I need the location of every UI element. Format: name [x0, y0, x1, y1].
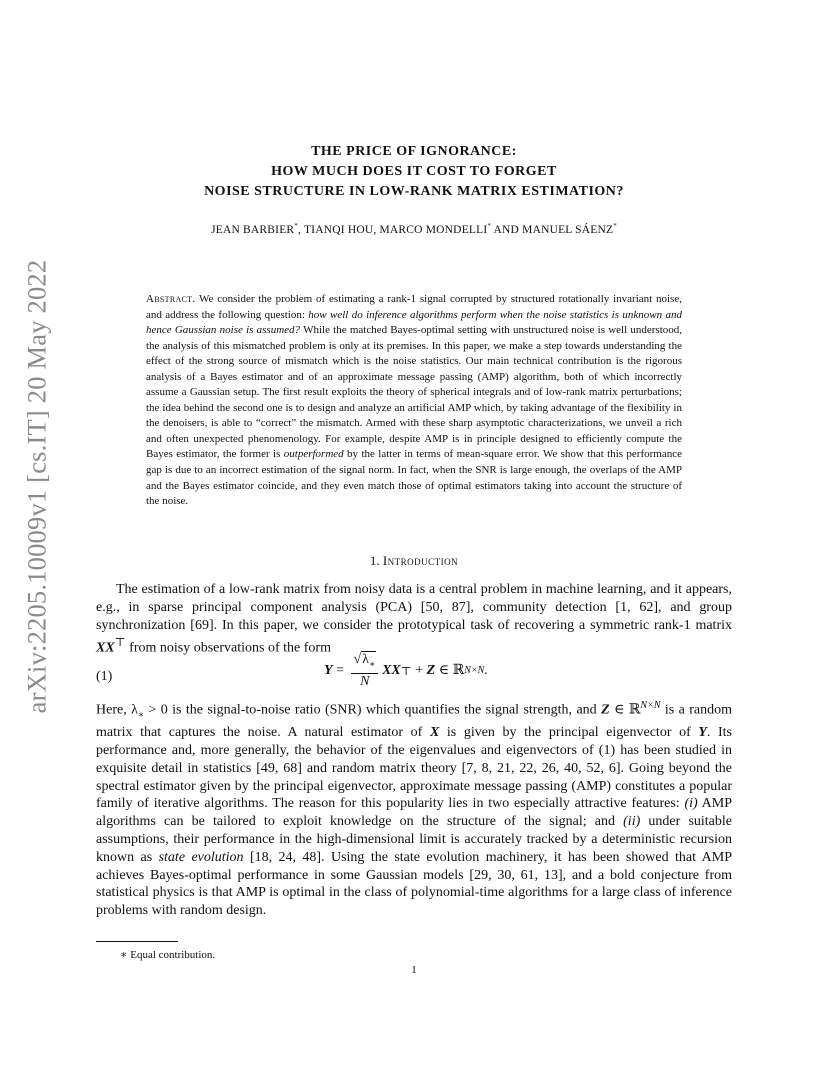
transpose-symbol: ⊤ — [114, 636, 126, 650]
footnote — [120, 948, 215, 961]
equal-contribution-mark: * — [613, 222, 617, 230]
paragraph-text: Here, λ — [96, 702, 138, 718]
abstract-text: by the latter in terms of mean-square error. We show that this performance gap is due to an incorrect estimation of the signal norm. In fact, when the SNR is large enough, the overlaps of the AMP and the Bayes estimator coincide, and they even match those of optimal estimators taking into account the structure of the noise. — [146, 448, 682, 508]
dimension-superscript: N×N — [640, 700, 661, 711]
arxiv-identifier-text: arXiv:2205.10009v1 [cs.IT] 20 May 2022 — [21, 259, 52, 713]
equation-equals: = — [332, 662, 348, 678]
equation-lhs: Y — [324, 662, 333, 678]
title-line-2: HOW MUCH DOES IT COST TO FORGET — [271, 164, 557, 179]
emphasis-text: state evolution — [158, 849, 244, 865]
paper-title — [0, 142, 828, 202]
snr-subscript: ∗ — [137, 709, 145, 720]
radicand: λ — [362, 652, 369, 667]
paragraph-text: from noisy observations of the form — [125, 641, 331, 657]
math-symbol: XX — [96, 641, 115, 657]
radicand-subscript: ∗ — [368, 658, 376, 669]
footnote-divider — [96, 941, 178, 942]
author-separator: AND — [491, 223, 523, 236]
equal-contribution-mark: * — [487, 222, 492, 230]
intro-paragraph-1 — [96, 581, 732, 658]
equation-in: ∈ ℝ — [435, 663, 465, 679]
section-title: Introduction — [382, 553, 459, 568]
title-line-1: THE PRICE OF IGNORANCE: — [311, 144, 517, 159]
emphasis-text: (i) — [684, 796, 698, 812]
page-number: 1 — [411, 964, 417, 976]
equation-noise: Z — [426, 662, 436, 678]
paragraph-text: is given by the principal eigenvector of — [439, 725, 699, 741]
math-symbol: Y — [698, 725, 707, 741]
title-line-3: NOISE STRUCTURE IN LOW-RANK MATRIX ESTIMATION? — [204, 184, 624, 199]
abstract-emphasis: outperformed — [283, 448, 344, 461]
equation-plus: + — [411, 662, 427, 678]
paragraph-text: ∈ ℝ — [609, 702, 641, 718]
paragraph-text: AMP algorithms can be tailored to exploit knowledge on the structure of the signal; and — [96, 796, 732, 830]
paragraph-text: > 0 is the signal-to-noise ratio (SNR) which quantifies the signal strength, and — [144, 702, 602, 718]
abstract-label: Abstract. — [146, 293, 196, 305]
footnote-text: Equal contribution. — [127, 949, 216, 961]
author-separator: , — [373, 223, 380, 236]
intro-paragraph-2 — [96, 697, 732, 920]
equation-dimension: N×N — [464, 665, 485, 677]
author-3: MARCO MONDELLI — [379, 223, 488, 236]
footnote-mark: ∗ — [120, 949, 128, 961]
arxiv-side-identifier — [16, 259, 58, 713]
paragraph-text: is a random matrix that captures the noise. A natural estimator of — [96, 702, 733, 741]
equation-fraction — [351, 652, 378, 690]
equation-end: . — [484, 662, 488, 678]
math-symbol: X — [429, 725, 440, 741]
transpose-symbol: ⊤ — [400, 664, 412, 678]
abstract-text: We consider the problem of estimating a rank-1 signal corrupted by structured rotationally invariant noise, and address the following question: — [146, 293, 682, 321]
author-2: TIANQI HOU — [303, 223, 374, 236]
equation-number: (1) — [96, 669, 113, 684]
paragraph-text: [18, 24, 48]. Using the state evolution machinery, it has been showed that AMP achieves Bayes-optimal performance in some Gaussian models [29, 30, 61, 13], and a bold conjecture from statistical physics is that AMP is optimal in the class of polynomial-time algorithms for a large class of inference problems with random design. — [96, 849, 733, 919]
sqrt-icon: $√\lambda_∗$ — [353, 652, 376, 669]
math-symbol: Z — [601, 702, 610, 718]
fraction-numerator — [351, 652, 378, 674]
equation — [324, 652, 488, 690]
emphasis-text: (ii) — [623, 814, 641, 830]
author-4: MANUEL SÁENZ — [522, 223, 614, 236]
fraction-denominator: N — [360, 673, 370, 689]
equal-contribution-mark: * — [294, 222, 298, 230]
abstract-question: how well do inference algorithms perform when the noise statistics is unknown and hence Gaussian noise is assumed? — [146, 308, 682, 337]
paragraph-text: under suitable assumptions, their performance in the high-dimensional limit is accurately tracked by a deterministic recursion known as — [96, 814, 732, 865]
author-separator: , — [298, 223, 304, 236]
section-heading — [0, 553, 828, 569]
author-list — [0, 222, 828, 236]
abstract-text: While the matched Bayes-optimal setting with unstructured noise is well understood, the analysis of this mismatched problem is only at its premises. In this paper, we make a step towards understanding the effect of the strong source of mismatch which is the noise statistics. Our main technical contribution is the rigorous analysis of a Bayes estimator and of an approximate message passing (AMP) algorithm, both of which incorrectly assume a Gaussian setup. The first result exploits the theory of spherical integrals and of low-rank matrix perturbations; the idea behind the second one is to design and analyze an artificial AMP which, by taking advantage of the flexibility in the denoisers, is able to “correct” the mismatch. Armed with these sharp asymptotic characterizations, we unveil a rich and often unexpected phenomenology. For example, despite AMP is in principle designed to efficiently compute the Bayes estimator, the former is — [146, 324, 683, 461]
section-number: 1. — [369, 553, 383, 568]
abstract — [146, 292, 682, 510]
paragraph-text: The estimation of a low-rank matrix from noisy data is a central problem in machine learning, and it appears, e.g., in sparse principal component analysis (PCA) [50, 87], community detection [1, 62], and group synchronization [69]. In this paper, we consider the prototypical task of recovering a symmetric rank-1 matrix — [96, 582, 732, 633]
paragraph-text: . Its performance and, more generally, the behavior of the eigenvalues and eigenvectors of (1) has been studied in exquisite detail in statistics [49, 68] and random matrix theory [7, 8, 21, 22, 26, 40, 52, 6]. Going beyond the spectral estimator given by the principal eigenvector, approximate message passing (AMP) constitutes a popular family of iterative algorithms. The reason for this popularity lies in two especially attractive features: — [96, 725, 733, 812]
author-1: JEAN BARBIER — [211, 223, 295, 236]
equation-xx: XX — [382, 662, 401, 678]
